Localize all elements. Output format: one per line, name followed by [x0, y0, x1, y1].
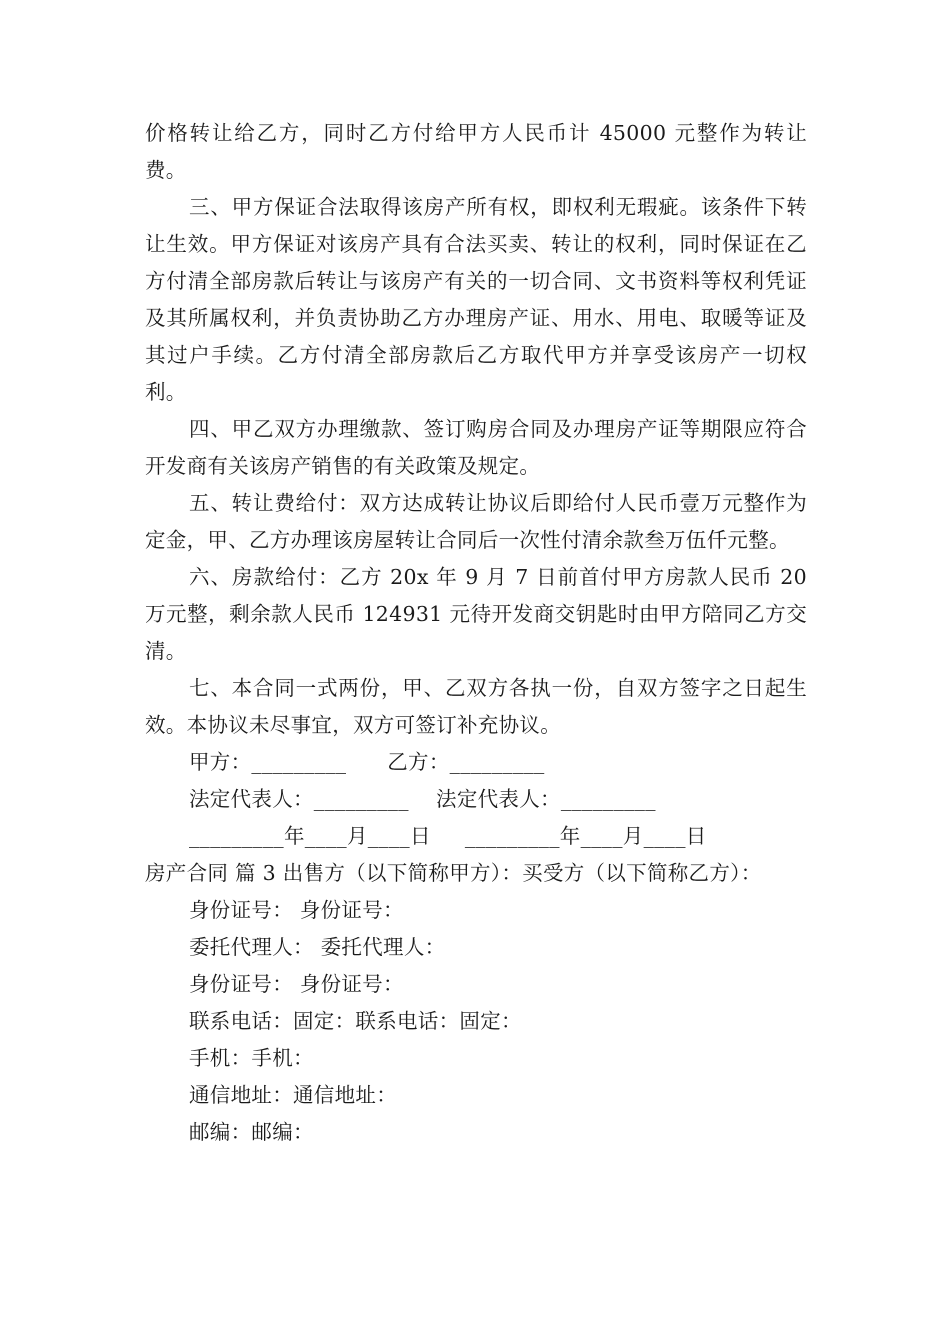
- paragraph-clause-5: 五、转让费给付：双方达成转让协议后即给付人民币壹万元整作为定金，甲、乙方办理该房屋转让合同后一次性付清余款叁万伍仟元整。: [145, 491, 807, 552]
- field-agent: 委托代理人： 委托代理人：: [189, 935, 446, 959]
- field-phone: 联系电话：固定：联系电话：固定：: [189, 1009, 522, 1033]
- paragraph-clause-4: 四、甲乙双方办理缴款、签订购房合同及办理房产证等期限应符合开发商有关该房产销售的有关政策及规定。: [145, 417, 807, 478]
- signature-dates: _________年____月____日 _________年____月____日: [189, 824, 707, 848]
- paragraph-clause-7: 七、本合同一式两份，甲、乙双方各执一份，自双方签字之日起生效。本协议未尽事宜，双方可签订补充协议。: [145, 676, 807, 737]
- paragraph-transfer-fee: 价格转让给乙方，同时乙方付给甲方人民币计 45000 元整作为转让费。: [145, 121, 807, 182]
- signature-parties: 甲方：_________ 乙方：_________: [189, 750, 545, 774]
- contract-3-heading: 房产合同 篇 3 出售方（以下简称甲方）：买受方（以下简称乙方）：: [145, 861, 762, 885]
- field-id-number: 身份证号： 身份证号：: [189, 898, 404, 922]
- field-postcode: 邮编：邮编：: [189, 1120, 314, 1144]
- field-address: 通信地址：通信地址：: [189, 1083, 397, 1107]
- paragraph-clause-3: 三、甲方保证合法取得该房产所有权，即权利无瑕疵。该条件下转让生效。甲方保证对该房产具有合法买卖、转让的权利，同时保证在乙方付清全部房款后转让与该房产有关的一切合同、文书资料等权利凭证及其所属权利，并负责协助乙方办理房产证、用水、用电、取暖等证及其过户手续。乙方付清全部房款后乙方取代甲方并享受该房产一切权利。: [145, 195, 807, 404]
- field-id-number-2: 身份证号： 身份证号：: [189, 972, 404, 996]
- document-page: [145, 115, 807, 1151]
- paragraph-clause-6: 六、房款给付：乙方 20x 年 9 月 7 日前首付甲方房款人民币 20 万元整，剩余款人民币 124931 元待开发商交钥匙时由甲方陪同乙方交清。: [145, 565, 807, 663]
- field-mobile: 手机：手机：: [189, 1046, 314, 1070]
- signature-representatives: 法定代表人：_________ 法定代表人：_________: [189, 787, 656, 811]
